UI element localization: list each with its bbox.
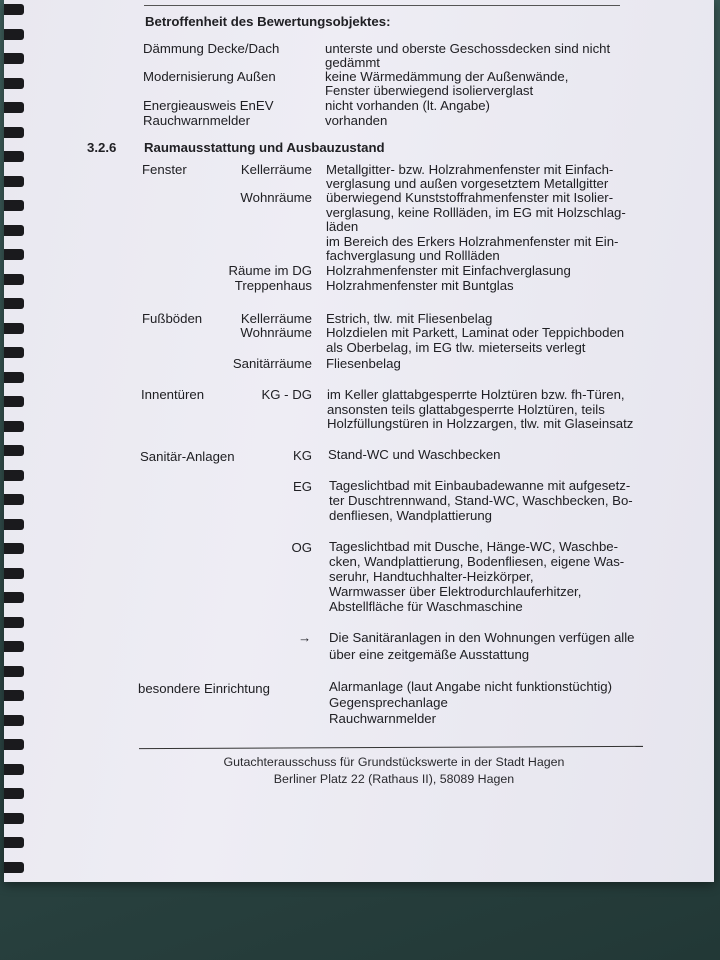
betroffenheit-label: Dämmung Decke/Dach — [143, 41, 280, 56]
binding-ring — [4, 249, 24, 260]
binding-ring — [4, 200, 24, 211]
binding-ring — [4, 445, 24, 456]
value-line: ansonsten teils glattabgesperrte Holztüren, teils — [327, 402, 605, 417]
spiral-binding — [4, 0, 30, 882]
sub-label: Kellerräume — [240, 162, 312, 177]
betroffenheit-value: Fenster überwiegend isolierverglast — [325, 83, 534, 98]
binding-ring — [4, 372, 24, 383]
sub-label: KG — [292, 448, 312, 463]
binding-ring — [4, 739, 24, 750]
value-line: Holzfüllungstüren in Holzzargen, tlw. mit Glaseinsatz — [327, 416, 634, 431]
binding-ring — [4, 4, 24, 15]
betroffenheit-label: Rauchwarnmelder — [143, 113, 251, 128]
betroffenheit-value: keine Wärmedämmung der Außenwände, — [325, 69, 569, 84]
header-rule — [144, 5, 620, 6]
binding-ring — [4, 274, 24, 285]
value-line: Gegensprechanlage — [329, 695, 448, 710]
value-line: verglasung und außen vorgesetztem Metallgitter — [326, 176, 609, 191]
category-label: Innentüren — [141, 387, 205, 402]
binding-ring — [4, 421, 24, 432]
value-line: im Keller glattabgesperrte Holztüren bzw. fh-Türen, — [327, 387, 625, 402]
arrow-right-icon: → — [298, 630, 312, 645]
binding-ring — [4, 592, 24, 603]
sub-label: Wohnräume — [240, 325, 312, 340]
binding-ring — [4, 617, 24, 628]
value-line: denfliesen, Wandplattierung — [329, 508, 492, 523]
betroffenheit-value: gedämmt — [325, 55, 380, 70]
note-line: über eine zeitgemäße Ausstattung — [329, 647, 530, 662]
section-title: Raumausstattung und Ausbauzustand — [144, 140, 385, 155]
value-line: verglasung, keine Rollläden, im EG mit Holzschlag- — [326, 205, 626, 220]
value-line: Holzdielen mit Parkett, Laminat oder Teppichboden — [326, 325, 625, 340]
sub-label: OG — [291, 540, 312, 555]
category-label: Fenster — [142, 162, 187, 177]
binding-ring — [4, 568, 24, 579]
value-line: cken, Wandplattierung, Bodenfliesen, eigene Was- — [329, 554, 625, 569]
binding-ring — [4, 78, 24, 89]
binding-ring — [4, 764, 24, 775]
value-line: Estrich, tlw. mit Fliesenbelag — [326, 311, 493, 326]
sub-label: KG - DG — [261, 387, 312, 402]
binding-ring — [4, 151, 24, 162]
value-line: fachverglasung und Rollläden — [326, 248, 500, 263]
binding-ring — [4, 127, 24, 138]
betroffenheit-value: vorhanden — [325, 113, 388, 128]
binding-ring — [4, 641, 24, 652]
binding-ring — [4, 323, 24, 334]
section-number: 3.2.6 — [87, 140, 117, 155]
footer-rule — [139, 746, 643, 749]
binding-ring — [4, 470, 24, 481]
binding-ring — [4, 813, 24, 824]
document-page — [4, 0, 714, 882]
binding-ring — [4, 494, 24, 505]
binding-ring — [4, 862, 24, 873]
value-line: Stand-WC und Waschbecken — [328, 447, 501, 462]
category-label: Sanitär-Anlagen — [140, 449, 235, 464]
sub-label: Kellerräume — [240, 311, 312, 326]
binding-ring — [4, 53, 24, 64]
sub-label: Sanitärräume — [232, 356, 312, 371]
binding-ring — [4, 347, 24, 358]
value-line: Tageslichtbad mit Einbaubadewanne mit aufgesetz- — [329, 478, 631, 493]
value-line: Abstellfläche für Waschmaschine — [329, 599, 523, 614]
value-line: Warmwasser über Elektrodurchlauferhitzer, — [329, 584, 582, 599]
footer-line: Gutachterausschuss für Grundstückswerte in der Stadt Hagen — [223, 755, 565, 769]
sub-label: Wohnräume — [240, 190, 312, 205]
binding-ring — [4, 715, 24, 726]
footer-line: Berliner Platz 22 (Rathaus II), 58089 Hagen — [273, 772, 515, 786]
betroffenheit-label: Modernisierung Außen — [143, 69, 276, 84]
value-line: Fliesenbelag — [326, 356, 401, 371]
value-line: läden — [326, 219, 359, 234]
value-line: Metallgitter- bzw. Holzrahmenfenster mit Einfach- — [326, 162, 614, 177]
sub-label: Treppenhaus — [234, 278, 312, 293]
betroffenheit-value: nicht vorhanden (lt. Angabe) — [325, 98, 490, 113]
note-line: Die Sanitäranlagen in den Wohnungen verfügen alle — [329, 630, 635, 645]
betroffenheit-value: unterste und oberste Geschossdecken sind nicht — [325, 41, 611, 56]
value-line: im Bereich des Erkers Holzrahmenfenster mit Ein- — [326, 234, 619, 249]
betroffenheit-label: Energieausweis EnEV — [143, 98, 274, 113]
value-line: Alarmanlage (laut Angabe nicht funktionstüchtig) — [329, 679, 612, 694]
binding-ring — [4, 788, 24, 799]
binding-ring — [4, 690, 24, 701]
sub-label: EG — [292, 479, 312, 494]
value-line: seruhr, Handtuchhalter-Heizkörper, — [329, 569, 534, 584]
binding-ring — [4, 519, 24, 530]
value-line: als Oberbelag, im EG tlw. mieterseits verlegt — [326, 340, 586, 355]
betroffenheit-heading: Betroffenheit des Bewertungsobjektes: — [145, 14, 391, 29]
category-label: Fußböden — [142, 311, 203, 326]
binding-ring — [4, 666, 24, 677]
value-line: Rauchwarnmelder — [329, 711, 437, 726]
sub-label: Räume im DG — [228, 263, 312, 278]
binding-ring — [4, 29, 24, 40]
binding-ring — [4, 837, 24, 848]
binding-ring — [4, 102, 24, 113]
binding-ring — [4, 225, 24, 236]
binding-ring — [4, 176, 24, 187]
value-line: Tageslichtbad mit Dusche, Hänge-WC, Waschbe- — [329, 539, 619, 554]
value-line: ter Duschtrennwand, Stand-WC, Waschbecken, Bo- — [329, 493, 633, 508]
binding-ring — [4, 396, 24, 407]
binding-ring — [4, 543, 24, 554]
value-line: Holzrahmenfenster mit Einfachverglasung — [326, 263, 571, 278]
value-line: Holzrahmenfenster mit Buntglas — [326, 278, 514, 293]
category-label: besondere Einrichtung — [138, 681, 270, 696]
value-line: überwiegend Kunststoffrahmenfenster mit Isolier- — [326, 190, 614, 205]
binding-ring — [4, 298, 24, 309]
